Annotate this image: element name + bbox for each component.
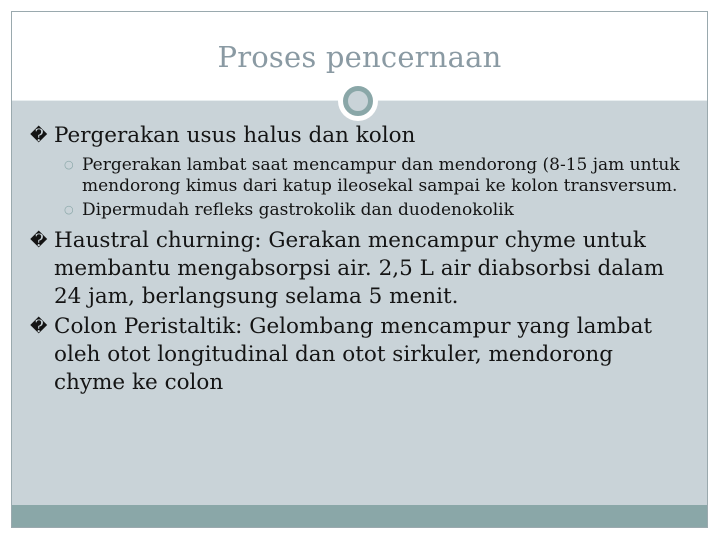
- bullet-marker-icon: �: [30, 126, 48, 146]
- circle-bullet-icon: ○: [64, 203, 74, 216]
- sub-bullet-text: Dipermudah refleks gastrokolik dan duodenokolik: [82, 200, 514, 220]
- bullet-text: Pergerakan usus halus dan kolon: [54, 123, 416, 148]
- bullet-item: [30, 313, 680, 397]
- bullet-marker-icon: �: [30, 231, 48, 251]
- circle-bullet-icon: ○: [64, 158, 74, 171]
- divider-circle-icon: [343, 86, 373, 116]
- bullet-marker-icon: �: [30, 317, 48, 337]
- slide-content: [30, 122, 680, 399]
- slide: [11, 11, 708, 528]
- sub-bullet-item: [30, 154, 692, 197]
- bullet-item: [30, 122, 680, 150]
- footer-bar: [12, 505, 707, 527]
- bullet-item: [30, 227, 680, 311]
- bullet-text: Colon Peristaltik: Gelombang mencampur yang lambat oleh otot longitudinal dan otot sirkuler, mendorong chyme ke colon: [54, 314, 653, 395]
- sub-bullet-text: Pergerakan lambat saat mencampur dan mendorong (8-15 jam untuk mendorong kimus dari katup ileosekal sampai ke kolon transversum.: [82, 155, 680, 196]
- sub-bullet-list: [30, 154, 680, 221]
- sub-bullet-item: [30, 199, 692, 221]
- slide-title: Proses pencernaan: [217, 40, 502, 74]
- bullet-text: Haustral churning: Gerakan mencampur chyme untuk membantu mengabsorpsi air. 2,5 L air diabsorbsi dalam 24 jam, berlangsung selama 5 menit.: [54, 228, 665, 309]
